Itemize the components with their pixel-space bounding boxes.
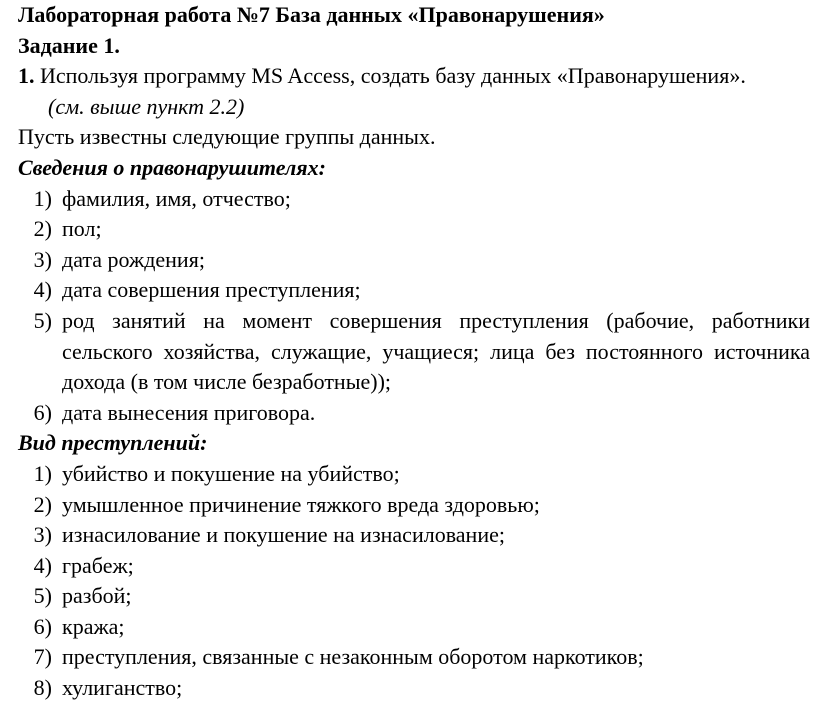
instruction-note: (см. выше пункт 2.2) [48,93,245,119]
list-item [18,245,810,276]
offenders-list [18,184,810,429]
list-item-text: фамилия, имя, отчество; [62,185,291,211]
list-item-text: дата совершения преступления; [62,277,361,303]
list-item [18,306,810,398]
list-item-text: изнасилование и покушение на изнасилование; [62,522,505,548]
task-heading: Задание 1. [18,32,120,58]
list-item-number: 4) [33,277,52,303]
list-item-text: убийство и покушение на убийство; [62,460,400,486]
list-item [18,398,810,429]
list-item [18,275,810,306]
list-item-text: грабеж; [62,552,134,578]
list-item-number: 3) [33,246,52,272]
list-item-number: 6) [33,399,52,425]
list-item-text: умышленное причинение тяжкого вреда здоровью; [62,491,540,517]
list-item [18,673,810,704]
list-item-number: 5) [33,583,52,609]
list-item-number: 2) [33,491,52,517]
list-item [18,612,810,643]
list-item-number: 1) [33,185,52,211]
list-item [18,214,810,245]
list-item [18,520,810,551]
list-item [18,551,810,582]
list-item-text: кража; [62,613,125,639]
list-item [18,459,810,490]
list-item-number: 4) [33,552,52,578]
list-item-text: дата рождения; [62,246,205,272]
list-item-number: 6) [33,613,52,639]
list-item [18,581,810,612]
instruction-number: 1. [18,63,35,89]
list-item-number: 1) [33,460,52,486]
list-item [18,642,810,673]
instruction-text: Используя программу MS Access, создать базу данных «Правонарушения». [40,63,746,89]
section-offenders-heading: Сведения о правонарушителях: [18,154,326,180]
section-crimes-heading: Вид преступлений: [18,430,208,456]
crimes-list [18,459,810,704]
list-item-number: 5) [33,307,52,333]
list-item-text: пол; [62,216,102,242]
list-item-text: преступления, связанные с незаконным оборотом наркотиков; [62,644,644,670]
list-item-number: 8) [33,675,52,701]
list-item-text: род занятий на момент совершения преступления (рабочие, работники сельского хозяйства, служащие, учащиеся; лица без постоянного источника дохода (в том числе безработные)); [62,307,810,395]
list-item [18,184,810,215]
intro-text: Пусть известны следующие группы данных. [18,124,436,150]
list-item-number: 7) [33,644,52,670]
document-title: Лабораторная работа №7 База данных «Правонарушения» [18,2,605,27]
list-item-text: хулиганство; [62,675,183,701]
list-item-text: дата вынесения приговора. [62,399,316,425]
list-item-text: разбой; [62,583,132,609]
instruction-line [18,61,810,92]
list-item-number: 3) [33,522,52,548]
list-item-number: 2) [33,216,52,242]
list-item [18,490,810,521]
document-page [18,0,810,704]
